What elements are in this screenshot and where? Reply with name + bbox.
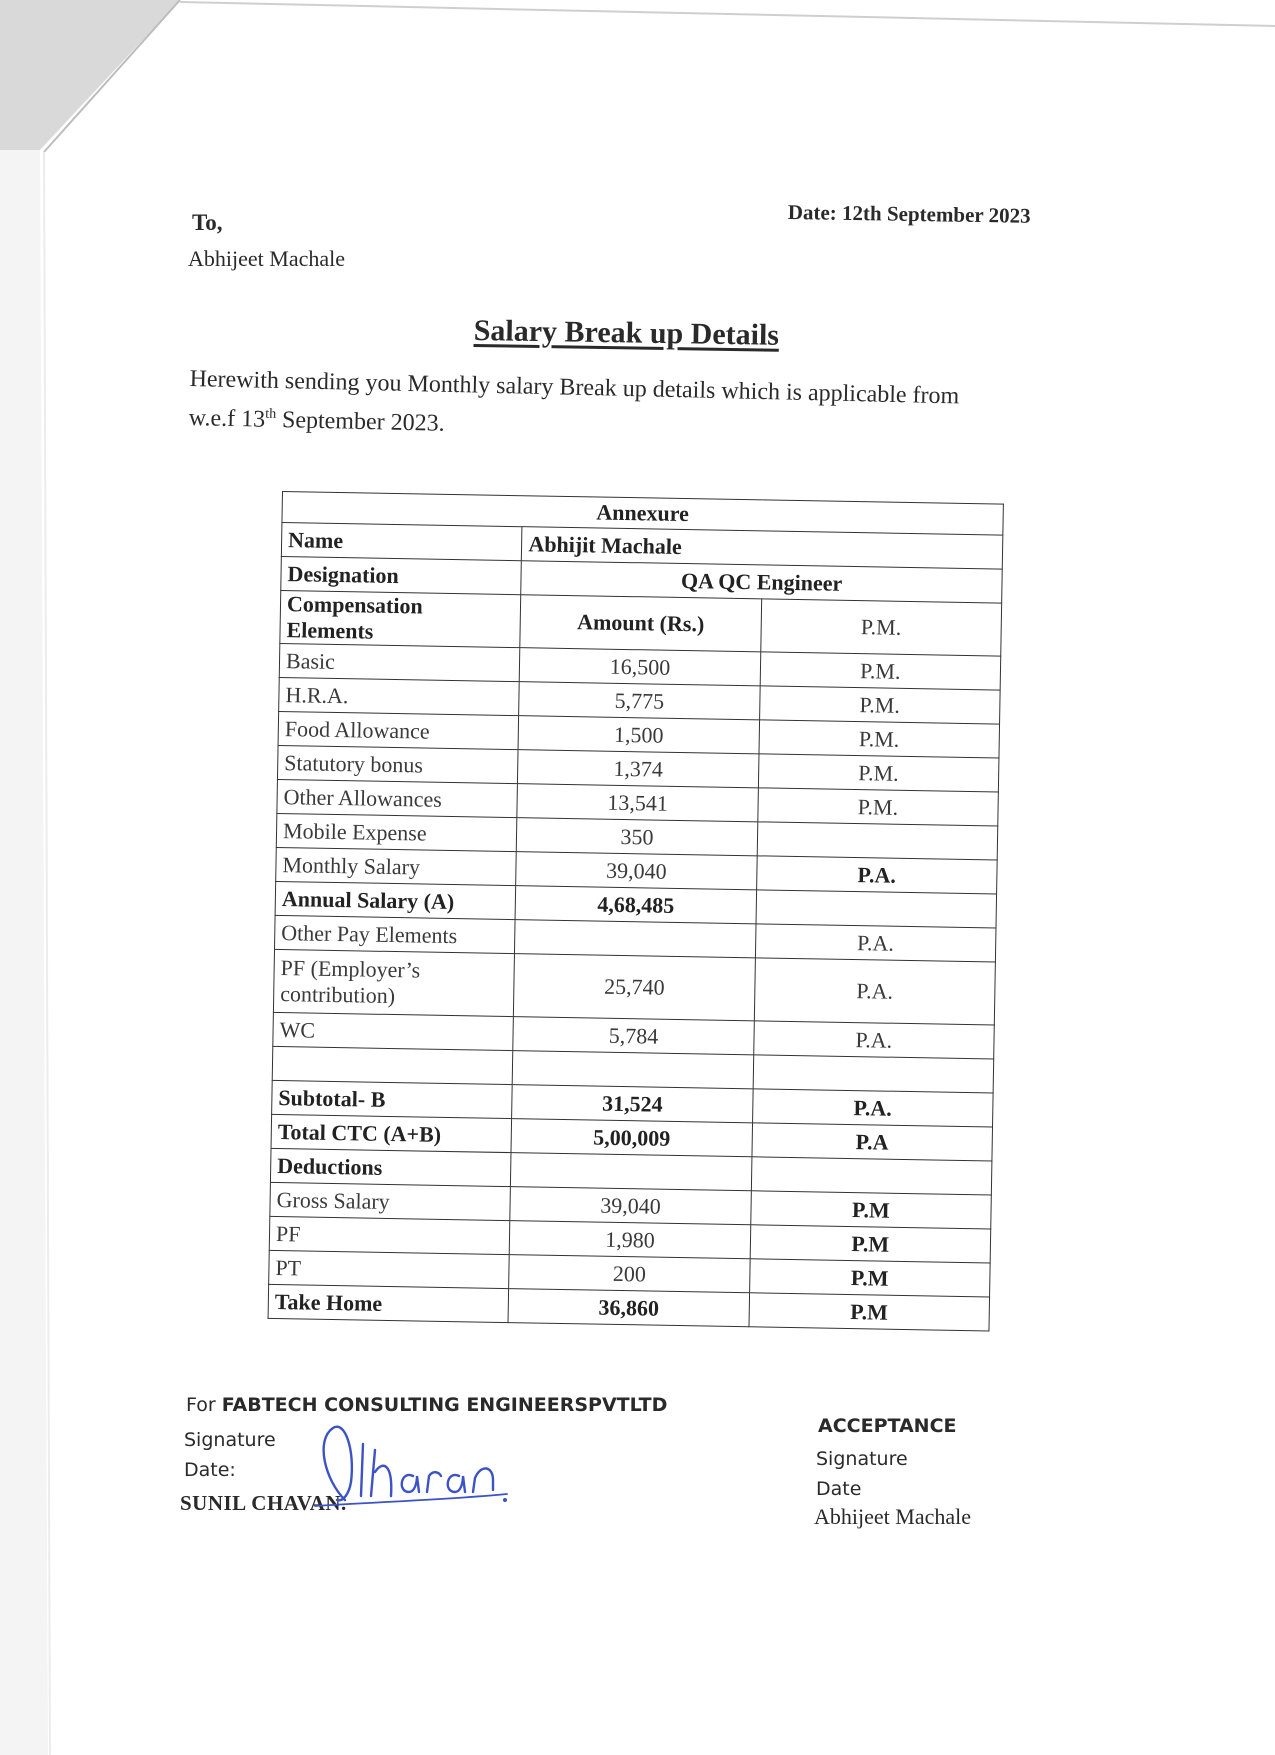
- row-label: Monthly Salary: [276, 847, 517, 885]
- row-amount: 1,500: [518, 716, 759, 754]
- handwritten-signature: [305, 1420, 515, 1515]
- row-amount: 1,374: [518, 750, 759, 788]
- row-label: Deductions: [270, 1148, 511, 1186]
- row-label: [272, 1046, 513, 1084]
- row-unit: [756, 890, 997, 928]
- row-amount: 13,541: [517, 784, 758, 822]
- row-label: Annual Salary (A): [275, 881, 516, 919]
- letter-date: Date: 12th September 2023: [787, 200, 1031, 228]
- acceptance-signature-label: Signature: [816, 1448, 908, 1470]
- name-label: Name: [281, 523, 522, 561]
- row-amount: 4,68,485: [515, 886, 756, 924]
- row-amount: 25,740: [514, 954, 755, 1021]
- signer-name: SUNIL CHAVAN.: [180, 1491, 347, 1515]
- row-amount: 36,860: [508, 1289, 749, 1327]
- row-label: PF (Employer’s contribution): [273, 949, 514, 1016]
- row-label: Other Allowances: [277, 779, 518, 817]
- document-title: Salary Break up Details: [473, 314, 780, 352]
- row-unit: P.M.: [758, 754, 999, 792]
- employer-signature-label: Signature: [184, 1429, 276, 1451]
- row-label: Gross Salary: [270, 1182, 511, 1220]
- company-name: FABTECH CONSULTING ENGINEERSPVTLTD: [221, 1394, 668, 1416]
- row-amount: 5,775: [519, 682, 760, 720]
- row-label: WC: [273, 1012, 514, 1050]
- row-amount: [515, 920, 756, 958]
- row-label: Other Pay Elements: [274, 915, 515, 953]
- row-amount: 350: [517, 818, 758, 856]
- annexure-table: [268, 491, 1004, 1331]
- row-amount: 31,524: [512, 1085, 753, 1123]
- name-value: Abhijit Machale: [522, 527, 1003, 569]
- row-amount: [511, 1153, 752, 1191]
- row-label: Basic: [279, 643, 520, 681]
- row-unit: P.M: [749, 1259, 990, 1297]
- column-header-amount: Amount (Rs.): [520, 595, 761, 652]
- company-prefix: For: [186, 1394, 222, 1416]
- intro-line-1: Herewith sending you Monthly salary Break up details which is applicable from: [189, 365, 960, 410]
- row-amount: [513, 1051, 754, 1089]
- column-header-unit: P.M.: [760, 599, 1001, 656]
- row-unit: P.A.: [756, 856, 997, 894]
- annexure-heading: Annexure: [282, 492, 1003, 536]
- row-label: Subtotal- B: [272, 1080, 513, 1118]
- row-amount: 1,980: [510, 1221, 751, 1259]
- employer-signature-block: [184, 1425, 276, 1485]
- row-unit: P.A.: [752, 1089, 993, 1127]
- row-unit: P.M.: [759, 720, 1000, 758]
- row-label: Statutory bonus: [277, 745, 518, 783]
- row-amount: 200: [509, 1255, 750, 1293]
- row-label: H.R.A.: [279, 677, 520, 715]
- row-unit: P.M: [749, 1293, 990, 1331]
- row-unit: [757, 822, 998, 860]
- row-unit: [751, 1157, 992, 1195]
- acceptance-heading: ACCEPTANCE: [818, 1415, 957, 1437]
- row-label: Food Allowance: [278, 711, 519, 749]
- row-amount: 5,00,009: [511, 1119, 752, 1157]
- acceptance-name: Abhijeet Machale: [814, 1504, 971, 1529]
- recipient-name: Abhijeet Machale: [188, 246, 345, 271]
- intro-prefix: w.e.f 13: [188, 404, 266, 433]
- row-label: PF: [269, 1216, 510, 1254]
- row-unit: [753, 1055, 994, 1093]
- designation-label: Designation: [281, 556, 522, 594]
- row-unit: P.M.: [760, 652, 1001, 690]
- intro-superscript: th: [265, 406, 277, 422]
- row-label: Mobile Expense: [276, 813, 517, 851]
- row-unit: P.A.: [753, 1021, 994, 1059]
- row-label: Take Home: [268, 1284, 509, 1322]
- company-line: [186, 1394, 667, 1416]
- row-amount: 16,500: [520, 648, 761, 686]
- row-unit: P.A.: [754, 958, 995, 1025]
- employer-date-label: Date:: [184, 1459, 236, 1481]
- row-unit: P.A: [752, 1123, 993, 1161]
- row-label: PT: [269, 1250, 510, 1288]
- row-unit: P.M.: [759, 686, 1000, 724]
- row-amount: 39,040: [516, 852, 757, 890]
- acceptance-block: [816, 1444, 908, 1504]
- row-amount: 39,040: [510, 1187, 751, 1225]
- recipient-label: To,: [192, 210, 223, 235]
- annexure-table-wrapper: [268, 491, 1004, 1331]
- intro-suffix: September 2023.: [275, 406, 445, 437]
- row-unit: P.M: [750, 1225, 991, 1263]
- column-header-elements: Compensation Elements: [280, 590, 521, 647]
- row-unit: P.A.: [755, 924, 996, 962]
- row-unit: P.M.: [757, 788, 998, 826]
- acceptance-date-label: Date: [816, 1478, 862, 1500]
- row-unit: P.M: [750, 1191, 991, 1229]
- row-label: Total CTC (A+B): [271, 1114, 512, 1152]
- row-amount: 5,784: [513, 1017, 754, 1055]
- designation-value: QA QC Engineer: [521, 561, 1002, 603]
